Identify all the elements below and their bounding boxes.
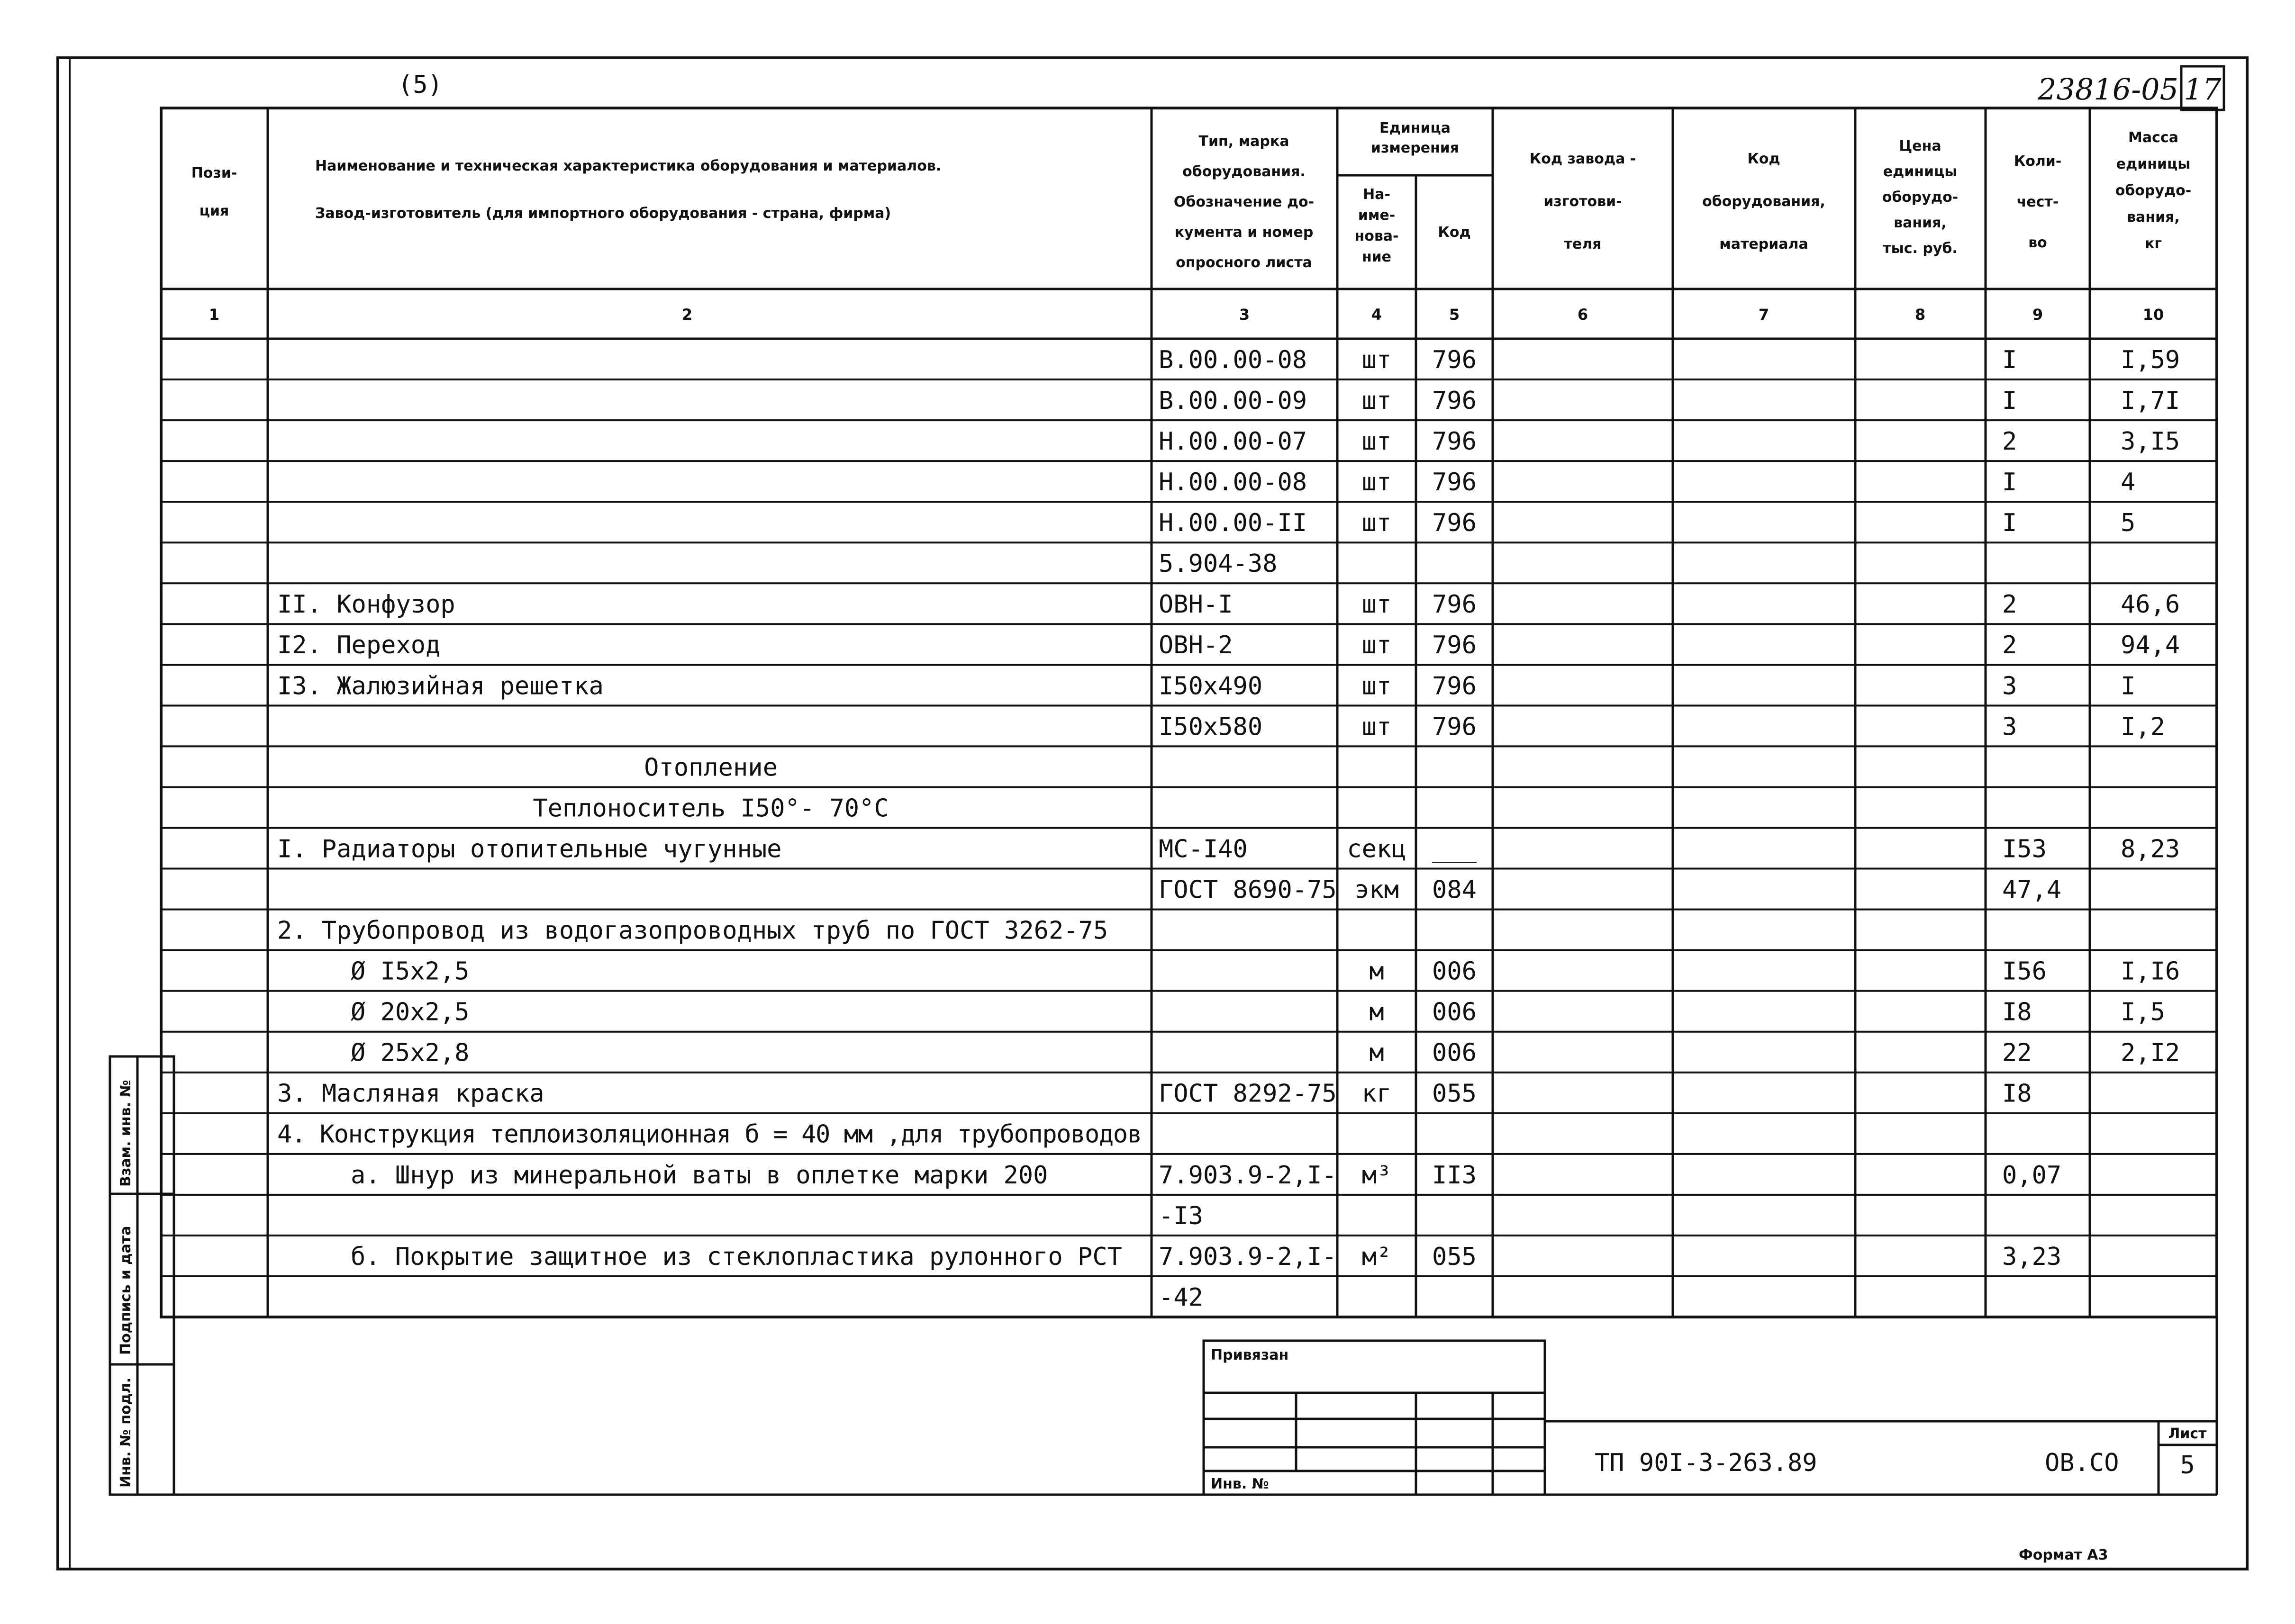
- table-row: [644, 753, 778, 782]
- stamp-privyazan: Привязан: [1211, 1347, 1289, 1363]
- header-c3-line: кумента и номер: [1174, 224, 1314, 241]
- row-name: Ø I5x2,5: [351, 957, 470, 986]
- row-qty: 22: [2002, 1038, 2032, 1067]
- row-qty: I8: [2002, 998, 2032, 1027]
- header-c5-line: Код: [1438, 224, 1471, 241]
- row-code: 055: [1432, 1079, 1477, 1108]
- row-unit: м: [1369, 998, 1384, 1027]
- row-mass: 5: [2121, 509, 2136, 538]
- row-unit: шт: [1361, 427, 1392, 456]
- row-name: I2. Переход: [277, 631, 441, 660]
- row-qty: I8: [2002, 1079, 2032, 1108]
- row-type: 7.903.9-2,I-: [1159, 1161, 1337, 1190]
- header-c6-line: теля: [1564, 236, 1602, 253]
- column-number: 2: [681, 306, 693, 324]
- header-c9-line: во: [2028, 235, 2047, 251]
- header-c8-line: оборудо-: [1882, 189, 1959, 206]
- row-mass: I,7I: [2121, 386, 2180, 415]
- row-code: II3: [1432, 1161, 1477, 1190]
- table-row: [351, 1243, 2061, 1271]
- table-row: [277, 1080, 2032, 1108]
- header-c10-line: Масса: [2128, 129, 2178, 146]
- table-header: [191, 120, 2192, 271]
- row-type: Н.00.00-08: [1159, 468, 1307, 497]
- row-code: 796: [1432, 631, 1477, 660]
- header-c10-line: вания,: [2127, 209, 2180, 226]
- row-unit: м²: [1361, 1242, 1392, 1271]
- row-unit: шт: [1361, 590, 1392, 619]
- table-row: [351, 1161, 2061, 1190]
- row-name: I. Радиаторы отопительные чугунные: [277, 835, 782, 864]
- row-name: Теплоноситель I50°- 70°С: [533, 794, 889, 823]
- format-label: Формат А3: [2019, 1547, 2108, 1563]
- row-unit: шт: [1361, 509, 1392, 538]
- row-code: 006: [1432, 957, 1477, 986]
- row-name: 2. Трубопровод из водогазопроводных труб по ГОСТ 3262-75: [277, 916, 1108, 945]
- row-unit: кг: [1361, 1079, 1392, 1108]
- header-c3-line: опросного листа: [1176, 254, 1312, 271]
- side-stamp-vzam: Взам. инв. №: [118, 1080, 134, 1187]
- header-c9-line: чест-: [2016, 194, 2059, 210]
- row-name: 3. Масляная краска: [277, 1079, 544, 1108]
- row-type: В.00.00-09: [1159, 386, 1307, 415]
- column-number: 8: [1914, 306, 1926, 324]
- column-number: 5: [1449, 306, 1460, 324]
- row-code: 084: [1432, 875, 1477, 904]
- row-qty: I53: [2002, 835, 2047, 864]
- column-number: 6: [1577, 306, 1588, 324]
- row-mass: 4: [2121, 468, 2136, 497]
- row-mass: 46,6: [2121, 590, 2180, 619]
- row-code: 796: [1432, 427, 1477, 456]
- header-c3-line: Обозначение до-: [1173, 194, 1315, 210]
- header-c4-line: нова-: [1354, 228, 1399, 244]
- header-c7-line: Код: [1747, 151, 1780, 167]
- row-qty: 3,23: [2002, 1242, 2062, 1271]
- row-qty: 3: [2002, 713, 2017, 741]
- stamp-sheet-label: Лист: [2168, 1426, 2207, 1442]
- header-unit-line: измерения: [1370, 140, 1460, 156]
- header-c1-line: Пози-: [191, 165, 237, 181]
- column-number: 9: [2032, 306, 2043, 324]
- stamp-project-code: ТП 90I-3-263.89: [1595, 1449, 1817, 1477]
- row-qty: I56: [2002, 957, 2047, 986]
- table-row: [277, 1120, 1142, 1149]
- row-type: -42: [1159, 1283, 1203, 1312]
- header-c9-line: Коли-: [2014, 153, 2062, 170]
- header-c3-line: Тип, марка: [1198, 133, 1289, 150]
- row-name: Ø 25x2,8: [351, 1038, 470, 1067]
- table-row: [1159, 468, 2135, 496]
- header-c8-line: Цена: [1899, 138, 1941, 154]
- header-c7-line: материала: [1719, 236, 1808, 253]
- page-corner-number: 17: [2184, 72, 2222, 107]
- row-unit: м³: [1361, 1161, 1392, 1190]
- row-code: 796: [1432, 590, 1477, 619]
- table-row: [277, 672, 2135, 700]
- row-code: 796: [1432, 468, 1477, 497]
- table-row: [277, 835, 2180, 863]
- table-row: [1159, 346, 2180, 374]
- table-row: [1159, 427, 2180, 456]
- table-row: [277, 917, 1108, 945]
- row-code: 055: [1432, 1242, 1477, 1271]
- row-name: Ø 20x2,5: [351, 998, 470, 1027]
- table-row: [351, 957, 2180, 986]
- row-type: ГОСТ 8292-75: [1159, 1079, 1337, 1108]
- table-row: [351, 998, 2165, 1027]
- table-row: [1159, 713, 2165, 741]
- row-unit: секц: [1347, 835, 1406, 864]
- header-c6-line: Код завода -: [1529, 151, 1636, 167]
- stamp-sheet-number: 5: [2180, 1451, 2195, 1480]
- row-type: ОВН-2: [1159, 631, 1233, 660]
- row-code: 006: [1432, 1038, 1477, 1067]
- row-code: 796: [1432, 345, 1477, 374]
- row-mass: 8,23: [2121, 835, 2180, 864]
- row-mass: I: [2121, 672, 2136, 701]
- row-type: МС-I40: [1159, 835, 1248, 864]
- column-number: 10: [2142, 306, 2164, 324]
- row-qty: I: [2002, 345, 2017, 374]
- row-unit: экм: [1354, 875, 1399, 904]
- row-type: Н.00.00-II: [1159, 509, 1307, 538]
- column-number-row: [209, 306, 2164, 324]
- side-stamp-inv: Инв. № подл.: [118, 1377, 134, 1488]
- row-unit: шт: [1361, 713, 1392, 741]
- header-c4-line: На-: [1363, 186, 1390, 203]
- row-type: -I3: [1159, 1201, 1203, 1230]
- row-name: II. Конфузор: [277, 590, 455, 619]
- table-row: [533, 794, 889, 822]
- table-row: [1159, 1202, 1203, 1230]
- row-qty: 0,07: [2002, 1161, 2062, 1190]
- row-qty: 3: [2002, 672, 2017, 701]
- row-type: ОВН-I: [1159, 590, 1233, 619]
- table-row: [351, 1039, 2180, 1067]
- row-mass: 94,4: [2121, 631, 2180, 660]
- header-c8-line: вания,: [1894, 215, 1947, 231]
- column-number: 4: [1371, 306, 1382, 324]
- stamp-inv-no: Инв. №: [1211, 1476, 1269, 1492]
- column-number: 1: [209, 306, 220, 324]
- row-code: 006: [1432, 998, 1477, 1027]
- row-type: I50x580: [1159, 713, 1263, 741]
- row-mass: I,5: [2121, 998, 2165, 1027]
- row-code: ___: [1432, 835, 1477, 864]
- header-c4-line: ние: [1361, 249, 1392, 265]
- header-unit-line: Единица: [1379, 120, 1451, 136]
- row-type: ГОСТ 8690-75: [1159, 875, 1337, 904]
- header-c3-line: оборудования.: [1182, 163, 1306, 180]
- table-row: [1159, 387, 2180, 415]
- header-c7-line: оборудования,: [1702, 193, 1825, 210]
- row-unit: шт: [1361, 672, 1392, 701]
- row-code: 796: [1432, 713, 1477, 741]
- row-name: 4. Конструкция теплоизоляционная б = 40 мм ,для трубопроводов: [277, 1120, 1142, 1149]
- row-code: 796: [1432, 386, 1477, 415]
- row-unit: шт: [1361, 631, 1392, 660]
- row-type: 5.904-38: [1159, 550, 1278, 578]
- row-unit: м: [1369, 957, 1384, 986]
- row-name: б. Покрытие защитное из стеклопластика рулонного РСТ: [351, 1242, 1122, 1271]
- row-qty: 2: [2002, 590, 2017, 619]
- header-c10-line: оборудо-: [2115, 182, 2192, 199]
- row-qty: 2: [2002, 427, 2017, 456]
- table-row: [277, 590, 2180, 619]
- table-row: [1159, 550, 1277, 578]
- stamp-section: ОВ.СО: [2045, 1449, 2119, 1477]
- table-body: [161, 346, 2217, 1312]
- row-type: В.00.00-08: [1159, 345, 1307, 374]
- row-qty: 47,4: [2002, 875, 2062, 904]
- side-stamp-signature: Подпись и дата: [118, 1226, 134, 1355]
- column-number: 3: [1239, 306, 1250, 324]
- row-unit: шт: [1361, 386, 1392, 415]
- row-mass: I,I6: [2121, 957, 2180, 986]
- table-row: [1159, 1283, 1203, 1312]
- row-code: 796: [1432, 509, 1477, 538]
- row-type: Н.00.00-07: [1159, 427, 1307, 456]
- row-code: 796: [1432, 672, 1477, 701]
- row-mass: I,2: [2121, 713, 2165, 741]
- row-unit: шт: [1361, 345, 1392, 374]
- header-c2-line: Наименование и техническая характеристика оборудования и материалов.: [315, 158, 942, 174]
- table-row: [1159, 875, 2061, 904]
- row-unit: м: [1369, 1038, 1384, 1067]
- row-name: I3. Жалюзийная решетка: [277, 672, 604, 701]
- header-c1-line: ция: [199, 203, 229, 219]
- header-c8-line: тыс. руб.: [1883, 240, 1958, 257]
- header-c6-line: изготови-: [1543, 193, 1622, 210]
- row-name: а. Шнур из минеральной ваты в оплетке марки 200: [351, 1161, 1048, 1190]
- row-mass: I,59: [2121, 345, 2180, 374]
- table-row: [277, 631, 2180, 659]
- header-c10-line: кг: [2144, 235, 2162, 252]
- header-c4-line: име-: [1358, 207, 1396, 224]
- doc-number: 23816-05: [2038, 72, 2179, 107]
- row-qty: 2: [2002, 631, 2017, 660]
- row-mass: 2,I2: [2121, 1038, 2180, 1067]
- row-mass: 3,I5: [2121, 427, 2180, 456]
- column-number: 7: [1758, 306, 1769, 324]
- row-qty: I: [2002, 468, 2017, 497]
- row-name: Отопление: [644, 753, 778, 782]
- row-type: I50x490: [1159, 672, 1263, 701]
- header-c2-line: Завод-изготовитель (для импортного оборудования - страна, фирма): [315, 205, 891, 222]
- row-qty: I: [2002, 509, 2017, 538]
- row-unit: шт: [1361, 468, 1392, 497]
- row-type: 7.903.9-2,I-: [1159, 1242, 1337, 1271]
- header-c10-line: единицы: [2116, 156, 2191, 172]
- row-qty: I: [2002, 386, 2017, 415]
- header-c8-line: единицы: [1883, 163, 1958, 180]
- table-row: [1159, 509, 2135, 537]
- sheet-marker: (5): [398, 71, 443, 99]
